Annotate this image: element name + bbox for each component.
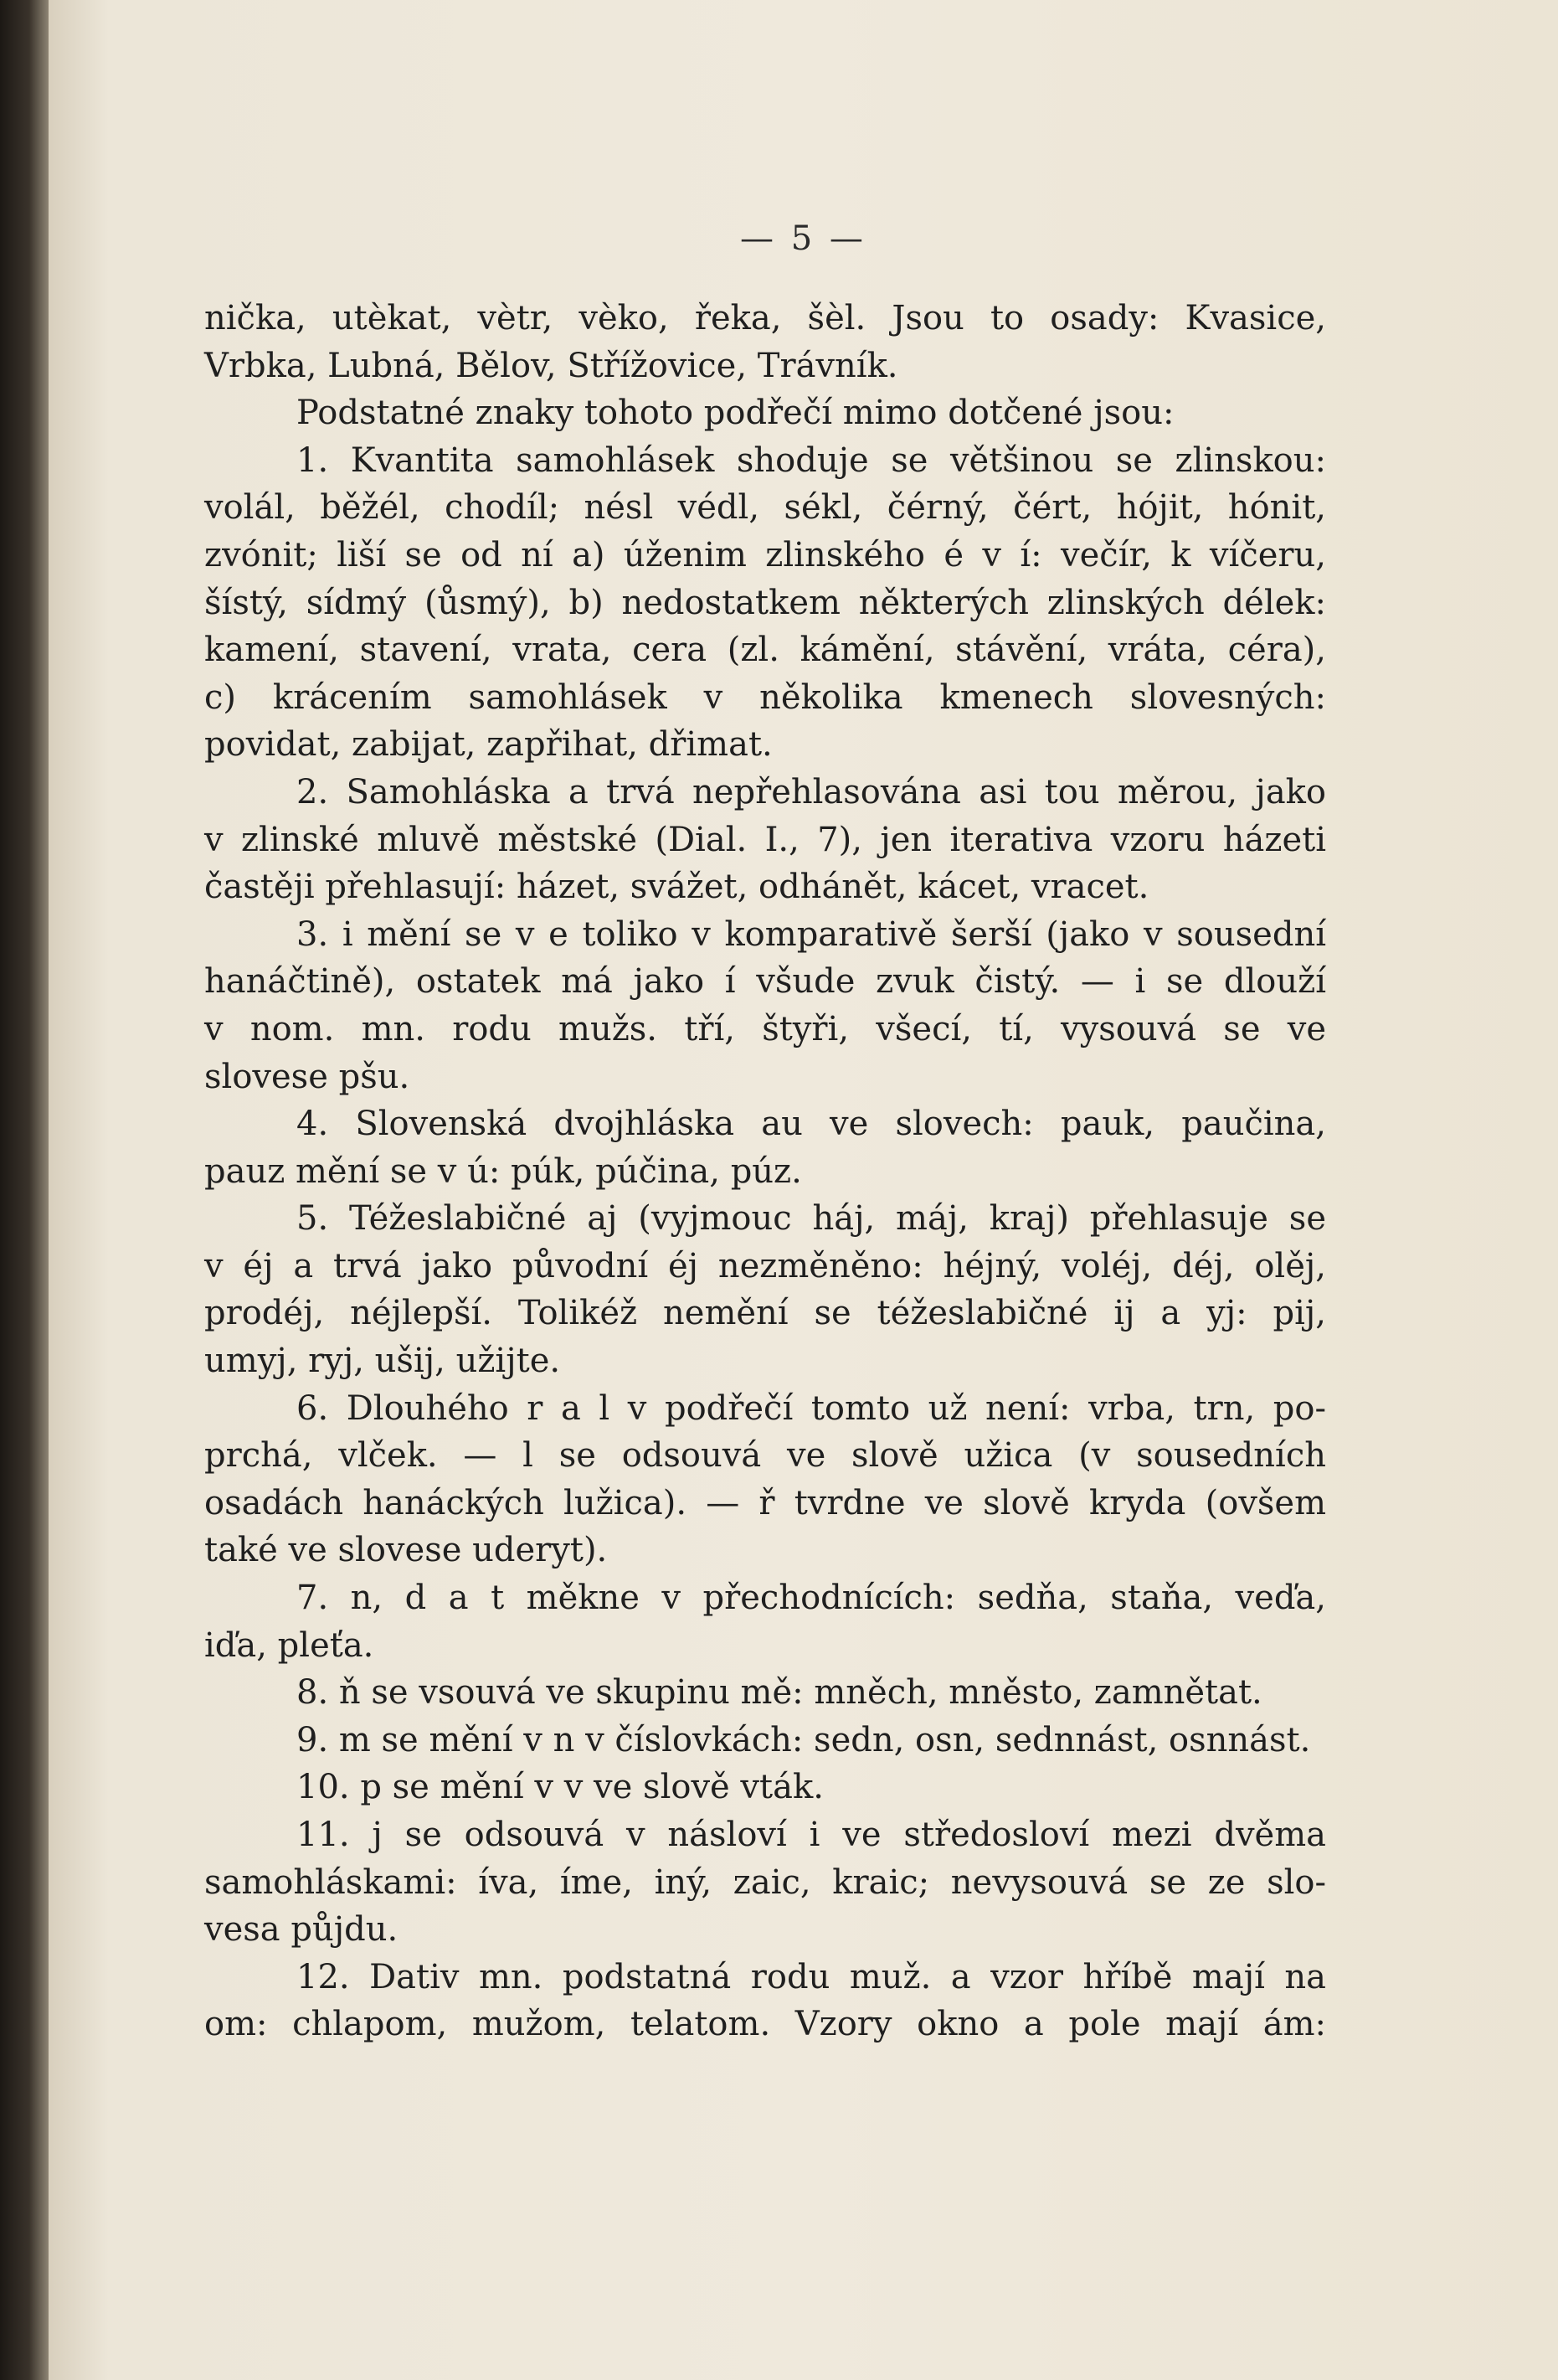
text-line: častěji přehlasují: házet, svážet, odhánět, kácet, vracet. xyxy=(204,868,1149,907)
text-line: 8. ň se vsouvá ve skupinu mě: mněch, mněsto, zamnětat. xyxy=(296,1673,1262,1713)
text-line: om: chlapom, mužom, telatom. Vzory okno a pole mají ám: xyxy=(204,2005,1326,2044)
text-line: v éj a trvá jako původní éj nezměněno: héjný, voléj, déj, olěj, xyxy=(204,1246,1326,1285)
text-line: 2. Samohláska a trvá nepřehlasována asi tou měrou, jako xyxy=(296,772,1326,811)
text-line: 5. Téžeslabičné aj (vyjmouc háj, máj, kraj) přehlasuje se xyxy=(296,1199,1326,1239)
text-line: osadách hanáckých lužica). — ř tvrdne ve slově kryda (ovšem xyxy=(204,1483,1326,1522)
page-number: — 5 — xyxy=(740,219,866,258)
text-line: umyj, ryj, ušij, užijte. xyxy=(204,1342,561,1381)
book-binding xyxy=(0,0,49,2380)
text-line: samohláskami: íva, íme, iný, zaic, kraic; nevysouvá se ze slo- xyxy=(204,1862,1326,1902)
text-line: Podstatné znaky tohoto podřečí mimo dotčené jsou: xyxy=(296,394,1175,433)
text-line: šístý, sídmý (ůsmý), b) nedostatkem některých zlinských délek: xyxy=(204,583,1326,622)
text-line: 10. p se mění v v ve slově vták. xyxy=(296,1768,824,1807)
text-line: 4. Slovenská dvojhláska au ve slovech: pauk, paučina, xyxy=(296,1105,1326,1144)
text-line: nička, utèkat, vètr, vèko, řeka, šèl. Jsou to osady: Kvasice, xyxy=(204,299,1326,337)
text-line: také ve slovese uderyt). xyxy=(204,1531,608,1570)
text-line: zvónit; liší se od ní a) úženim zlinského é v í: večír, k víčeru, xyxy=(204,535,1326,574)
text-line: prodéj, néjlepší. Tolikéž nemění se téžeslabičné ij a yj: pij, xyxy=(204,1294,1326,1333)
text-line: slovese pšu. xyxy=(204,1057,410,1096)
text-line: v zlinské mluvě městské (Dial. I., 7), jen iterativa vzoru házeti xyxy=(204,820,1326,859)
text-line: 11. j se odsouvá v násloví i ve středosloví mezi dvěma xyxy=(296,1816,1326,1854)
text-line: Vrbka, Lubná, Bělov, Střížovice, Trávník. xyxy=(204,346,898,385)
text-line: 6. Dlouhého r a l v podřečí tomto už není: vrba, trn, po- xyxy=(296,1388,1326,1428)
text-line: pauz mění se v ú: púk, púčina, púz. xyxy=(204,1151,802,1191)
text-line: c) krácením samohlásek v několika kmenech slovesných: xyxy=(204,677,1326,717)
text-line: v nom. mn. rodu mužs. tří, štyři, všecí, tí, vysouvá se ve xyxy=(204,1009,1326,1048)
text-line: volál, běžél, chodíl; nésl védl, sékl, čérný, čért, hójit, hónit, xyxy=(204,488,1326,528)
text-line: 12. Dativ mn. podstatná rodu muž. a vzor hříbě mají na xyxy=(296,1957,1326,1996)
text-line: iďa, pleťa. xyxy=(204,1625,374,1665)
text-line: vesa půjdu. xyxy=(204,1910,398,1950)
body-text xyxy=(204,295,1326,2048)
text-line: 3. i mění se v e toliko v komparativě šerší (jako v sousední xyxy=(296,914,1326,954)
text-line: prchá, vlček. — l se odsouvá ve slově užica (v sousedních xyxy=(204,1436,1326,1476)
text-line: 9. m se mění v n v číslovkách: sedn, osn, sednnást, osnnást. xyxy=(296,1720,1311,1759)
text-line: kamení, stavení, vrata, cera (zl. kámění, stávění, vráta, céra), xyxy=(204,631,1326,670)
text-line: 7. n, d a t měkne v přechodnících: sedňa, staňa, veďa, xyxy=(296,1579,1326,1618)
text-line: 1. Kvantita samohlásek shoduje se většinou se zlinskou: xyxy=(296,440,1326,480)
book-page xyxy=(49,0,1558,2380)
text-line: hanáčtině), ostatek má jako í všude zvuk čistý. — i se dlouží xyxy=(204,962,1326,1002)
text-line: povidat, zabijat, zapřihat, dřimat. xyxy=(204,725,773,765)
